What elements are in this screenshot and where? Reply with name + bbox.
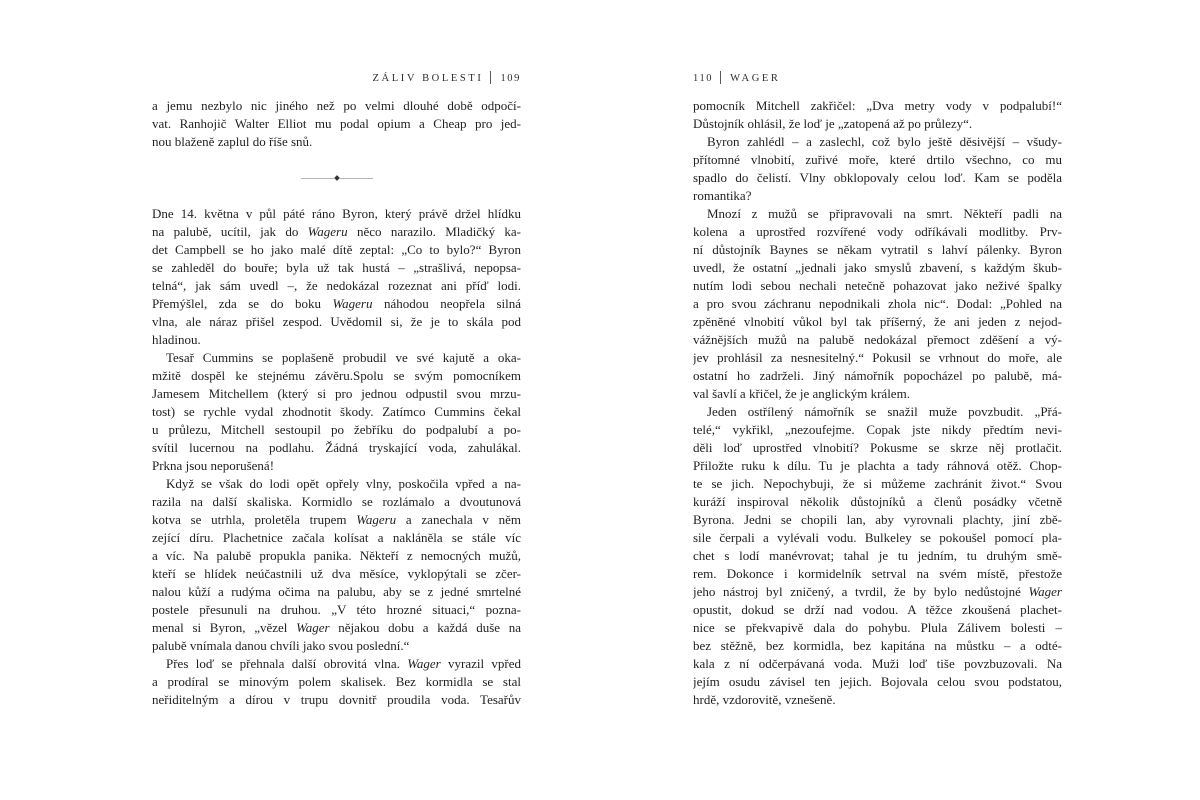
page-number-right: 110 [693,73,714,84]
chapter-title: ZÁLIV BOLESTI [372,73,484,84]
text-line: tost) se rychle vydal zhodnotit škody. Zatímco Cummins čekal [152,404,521,419]
text-line: bez stěžně, bez kormidla, bez kapitána na můstku – a odté- [693,638,1062,653]
text-line: děli loď uprostřed vlnobití? Pokusme se skrze něj protlačit. [693,440,1062,455]
text-line: nutím lodi sebou nechali netečně pohazovat jako neživé špalky [693,278,1062,293]
text-line: val šavlí a křičel, že je anglickým králem. [693,386,910,401]
text-line: vlna, ale náraz přišel zespod. Uvědomil si, že je to skála pod [152,314,521,329]
text-line: spadlo do čelistí. Vlny obklopovaly celou loď. Kam se poděla [693,170,1062,185]
page-right [693,0,1062,800]
ship-name-italic: Wageru [307,224,348,239]
text-line: Když se však do lodi opět opřely vlny, poskočila vpřed a na- [166,476,521,491]
text-line: a prodíral se minovým polem skalisek. Bez kormidla se stal [152,674,521,689]
section-break-ornament [152,151,521,205]
text-line: det Campbell se ho jako malé dítě zeptal: „Co to bylo?“ Byron [152,242,521,257]
text-line: sile čerpali a vylévali vodu. Bulkeley se pokoušel pomocí pla- [693,530,1062,545]
ship-name-italic: Wager [1028,584,1062,599]
text-line: kuráží inspiroval několik důstojníků a členů posádky včetně [693,494,1062,509]
ship-name-italic: Wageru [356,512,397,527]
text-line: se zahleděl do bouře; byla už tak hustá – „strašlivá, nepopsa- [152,260,521,275]
text-line: kolena a uprostřed rozvířené vody odříkávali modlitby. Prv- [693,224,1062,239]
page-number-left: 109 [500,73,521,84]
text-line: jeho nástroj byl zničený, a tvrdil, že by bylo nedůstojné Wager [693,584,1062,599]
ship-name-italic: Wager [407,656,441,671]
text-line: kala z ní odčerpávaná voda. Muži loď tiše povzbuzovali. Na [693,656,1062,671]
text-line: kotva se utrhla, proletěla trupem Wageru a zanechala v něm [152,512,521,527]
text-line: jejím osudu závisel ten jejich. Bojovala celou svou podstatou, [693,674,1062,689]
text-line: nou blaženě zaplul do říše snů. [152,134,313,149]
text-line: neřiditelným a dírou v trupu dovnitř proudila voda. Tesařův [152,692,521,707]
text-line: zející díru. Plachetnice začala kolísat a nakláněla se stále víc [152,530,521,545]
header-separator-bar [490,71,491,84]
running-header-right [693,71,1062,85]
text-line: Prkna jsou neporušená! [152,458,275,473]
book-title: WAGER [730,73,781,84]
text-line: Byron zahlédl – a zaslechl, což bylo ještě děsivější – všudy- [707,134,1062,149]
text-line: Důstojník ohlásil, že loď je „zatopená až po průlezy“. [693,116,973,131]
header-separator-bar [720,71,721,84]
text-line: telná“, jak sám uvedl –, že nedokázal rozeznat ani příď lodi. [152,278,521,293]
text-line: postele přesunuli na druhou. „V této hrozné situaci,“ pozna- [152,602,521,617]
text-line: Přes loď se přehnala další obrovitá vlna. Wager vyrazil vpřed [166,656,521,671]
text-line: Přemýšlel, zda se do boku Wageru náhodou neopřela silná [152,296,521,311]
text-line: razila na další skaliska. Kormidlo se rozlámalo a dvoutunová [152,494,521,509]
text-line: vat. Ranhojič Walter Elliot mu podal opium a Cheap pro jed- [152,116,521,131]
text-line: přítomné vlnobití, zuřivé moře, které drtilo všechno, co mu [693,152,1062,167]
text-line: ostatní ho zadrželi. Jiný námořník popocházel po palubě, má- [693,368,1062,383]
ship-name-italic: Wager [296,620,330,635]
text-line: jev prohlásil za nesnesitelný.“ Pokusil se vrhnout do moře, ale [693,350,1062,365]
ornament-rule-left [301,178,334,179]
text-line: rem. Dokonce i kormidelník setrval na svém místě, přestože [693,566,1062,581]
text-line: a pro svou záchranu nepodnikali zhola nic“. Dodal: „Pohled na [693,296,1062,311]
text-line: chet s lodí manévrovat; tahal je tu jedním, tu druhým smě- [693,548,1062,563]
text-line: zpěněné vlnobití vůkol byl tak příšerný, že ani jeden z nejod- [693,314,1062,329]
running-header-left [152,71,521,85]
text-line: Jeden ostřílený námořník se snažil muže povzbudit. „Přá- [707,404,1062,419]
text-line: telé,“ vykřikl, „nezoufejme. Copak jste nikdy předtím nevi- [693,422,1062,437]
text-line: mžitě dospěl ke stejnému závěru.Spolu se svým pomocníkem [152,368,521,383]
text-line: menal si Byron, „vězel Wager nějakou dobu a každá duše na [152,620,521,635]
text-column-right [693,97,1062,709]
text-line: te se jich. Nepochybuji, že si můžeme zachránit život.“ Svou [693,476,1062,491]
ornament-diamond-icon [334,175,340,181]
text-line: pomocník Mitchell zakřičel: „Dva metry vody v podpalubí!“ [693,98,1062,113]
text-line: Přiložte ruku k dílu. Tu je plachta a tady ráhnová otěž. Chop- [693,458,1062,473]
text-line: Tesař Cummins se poplašeně probudil ve své kajutě a oka- [166,350,521,365]
text-line: nice se překvapivě dala do pohybu. Plula Zálivem bolesti – [693,620,1062,635]
text-line: a víc. Na palubě propukla panika. Někteří z nemocných mužů, [152,548,521,563]
text-line: hladinou. [152,332,201,347]
text-line: kteří se hlídek neúčastnili už dva měsíce, vyklopýtali se zčer- [152,566,521,581]
text-line: palubě vnímala danou chvíli jako svou poslední.“ [152,638,410,653]
page-left [152,0,521,800]
text-column-left [152,97,521,709]
text-line: vážnějších mužů na palubě nedokázal přemoct zděšení a vý- [693,332,1062,347]
text-line: svítil lucernou na podlahu. Žádná tryskající voda, zahulákal. [152,440,521,455]
ship-name-italic: Wageru [332,296,373,311]
text-line: Dne 14. května v půl páté ráno Byron, který právě držel hlídku [152,206,521,221]
text-line: ní důstojník Baynes se někam vytratil s lahví pálenky. Byron [693,242,1062,257]
ornament-rule-right [340,178,373,179]
text-line: nalou kůží a rudýma očima na palubu, aby se z jedné smrtelné [152,584,521,599]
text-line: romantika? [693,188,752,203]
text-line: a jemu nezbylo nic jiného než po velmi dlouhé době odpočí- [152,98,521,113]
text-line: uvedl, že ostatní „jednali jako smyslů zbavení, s každým škub- [693,260,1062,275]
text-line: u průlezu, Mitchell sestoupil po žebříku do podpalubí a po- [152,422,521,437]
text-line: Jamesem Mitchellem (který si pro jednou odpustil svou mrzu- [152,386,521,401]
text-line: opustit, dokud se drží nad vodou. A těžce zkoušená plachet- [693,602,1062,617]
text-line: hrdě, vzdorovitě, vznešeně. [693,692,836,707]
text-line: Byrona. Jedni se chopili lan, aby vyrovnali plachty, jiní zbě- [693,512,1062,527]
text-line: na palubě, ucítil, jak do Wageru něco narazilo. Mladičký ka- [152,224,521,239]
text-line: Mnozí z mužů se připravovali na smrt. Někteří padli na [707,206,1062,221]
